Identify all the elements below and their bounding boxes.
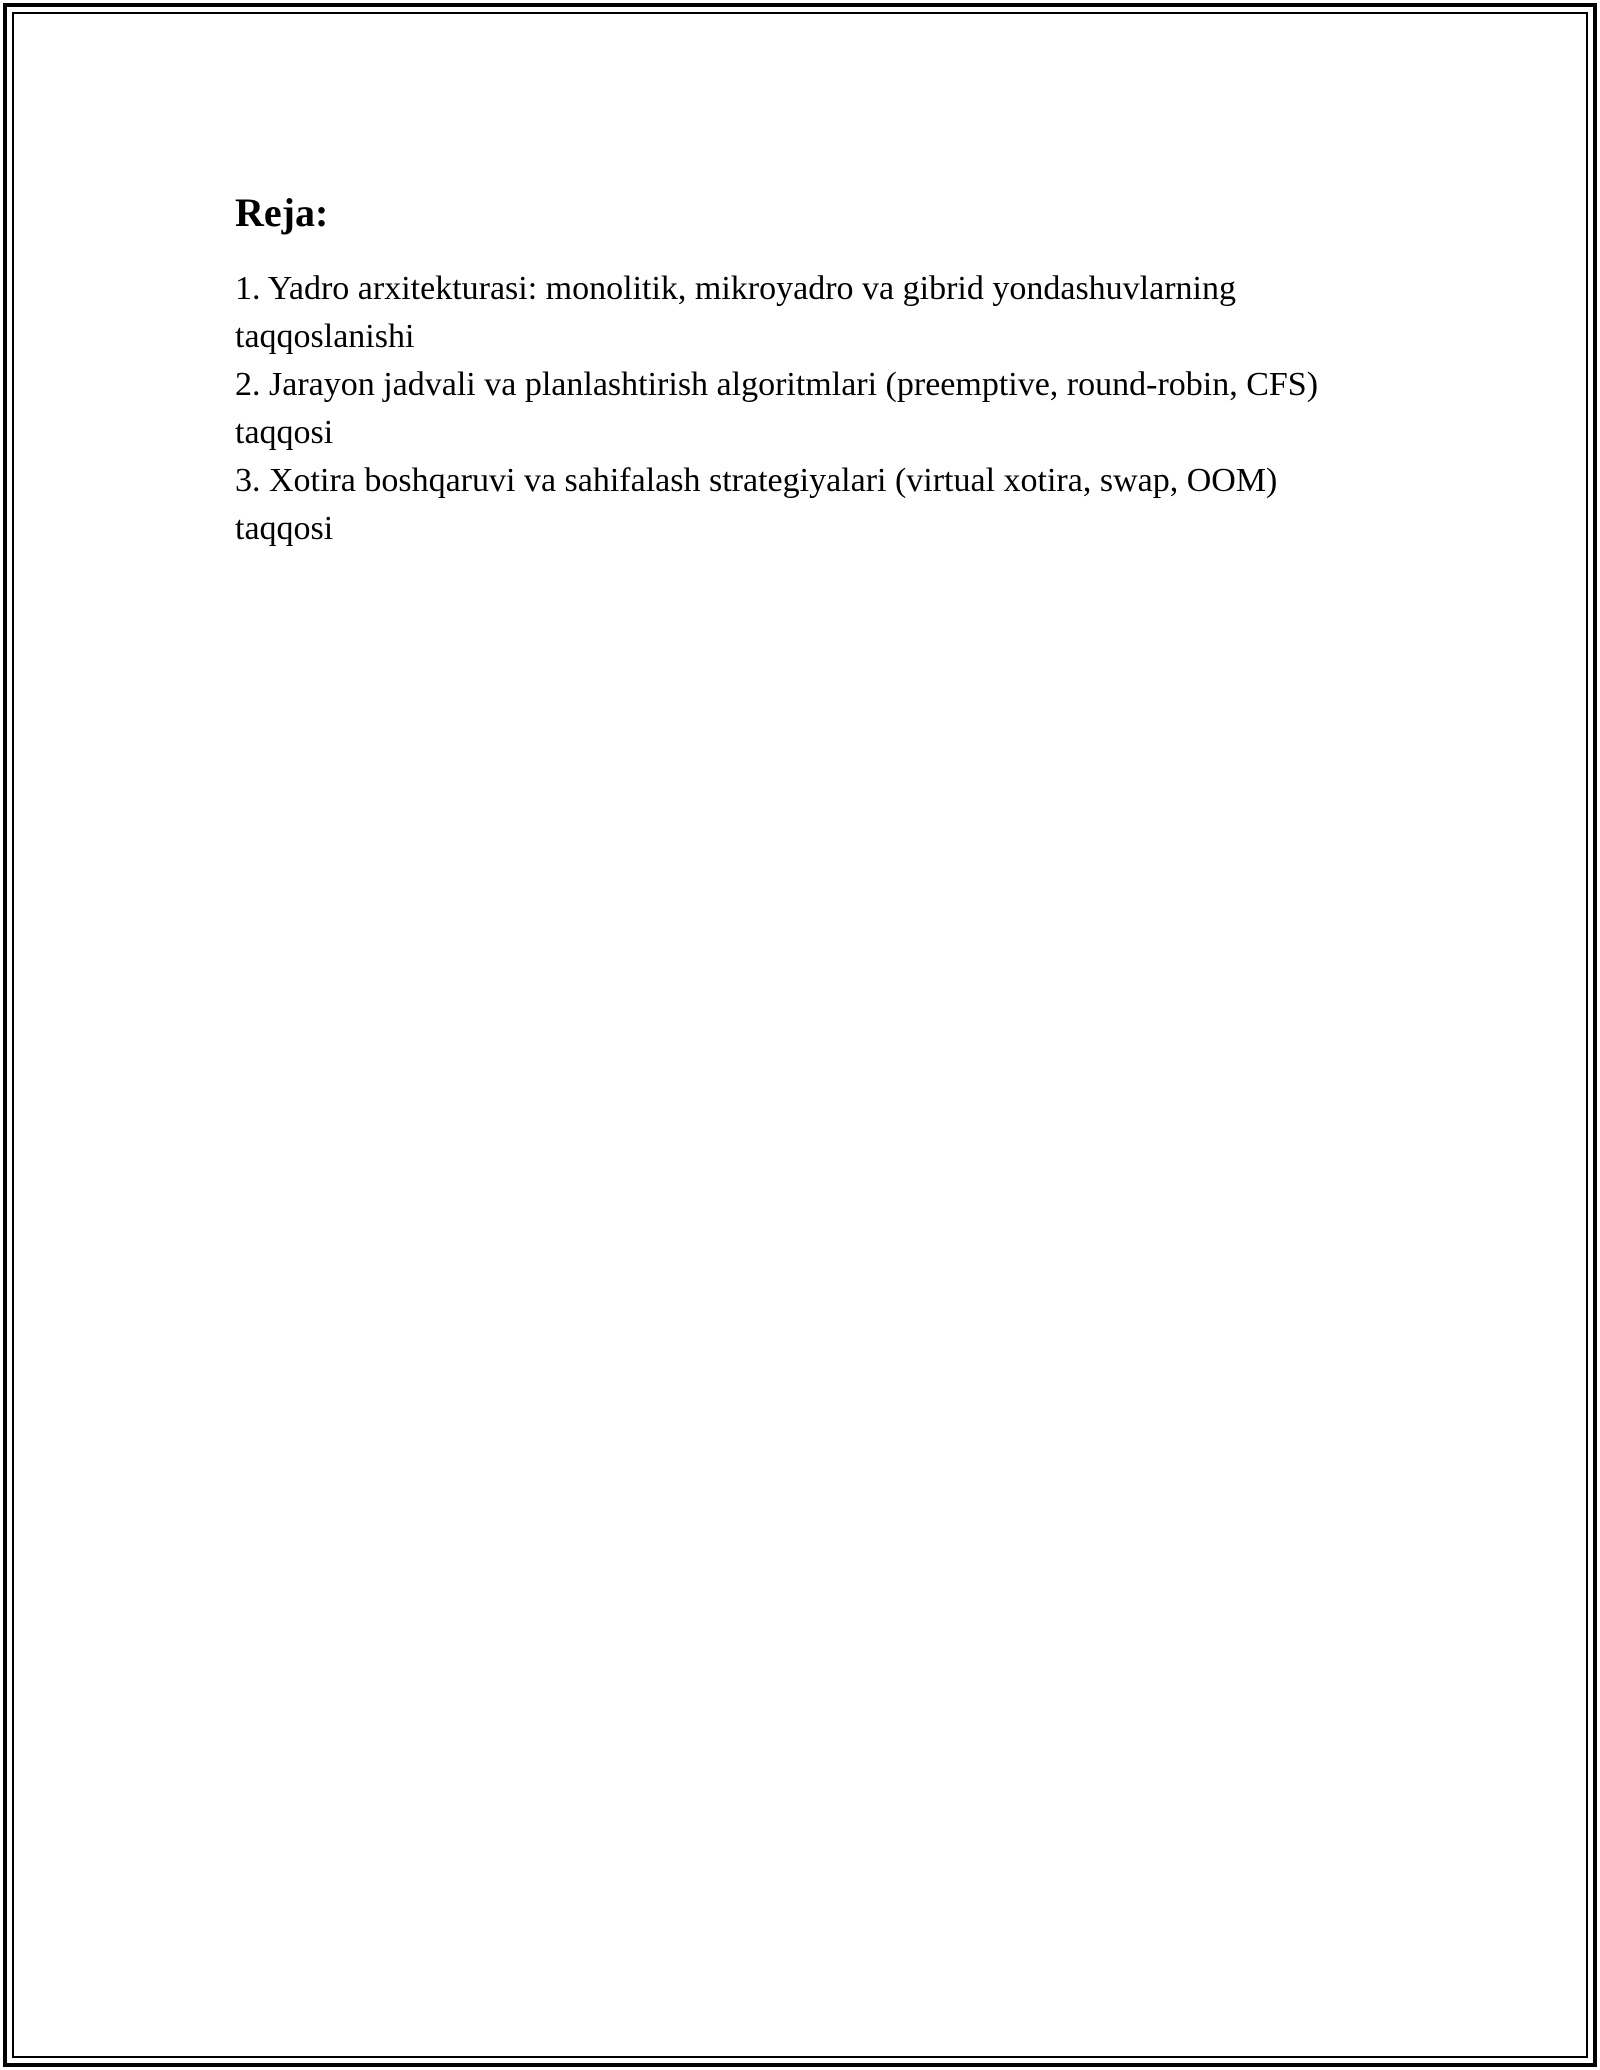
plan-item-2: 2. Jarayon jadvali va planlashtirish algoritmlari (preemptive, round-robin, CFS) taqqosi: [235, 366, 1319, 451]
plan-item-1: 1. Yadro arxitekturasi: monolitik, mikroyadro va gibrid yondashuvlarning taqqoslanishi: [235, 270, 1236, 355]
plan-list: [235, 265, 1375, 553]
plan-item-3: 3. Xotira boshqaruvi va sahifalash strategiyalari (virtual xotira, swap, OOM) taqqosi: [235, 462, 1278, 547]
plan-heading: Reja:: [235, 190, 329, 235]
page-content: [235, 185, 1375, 553]
